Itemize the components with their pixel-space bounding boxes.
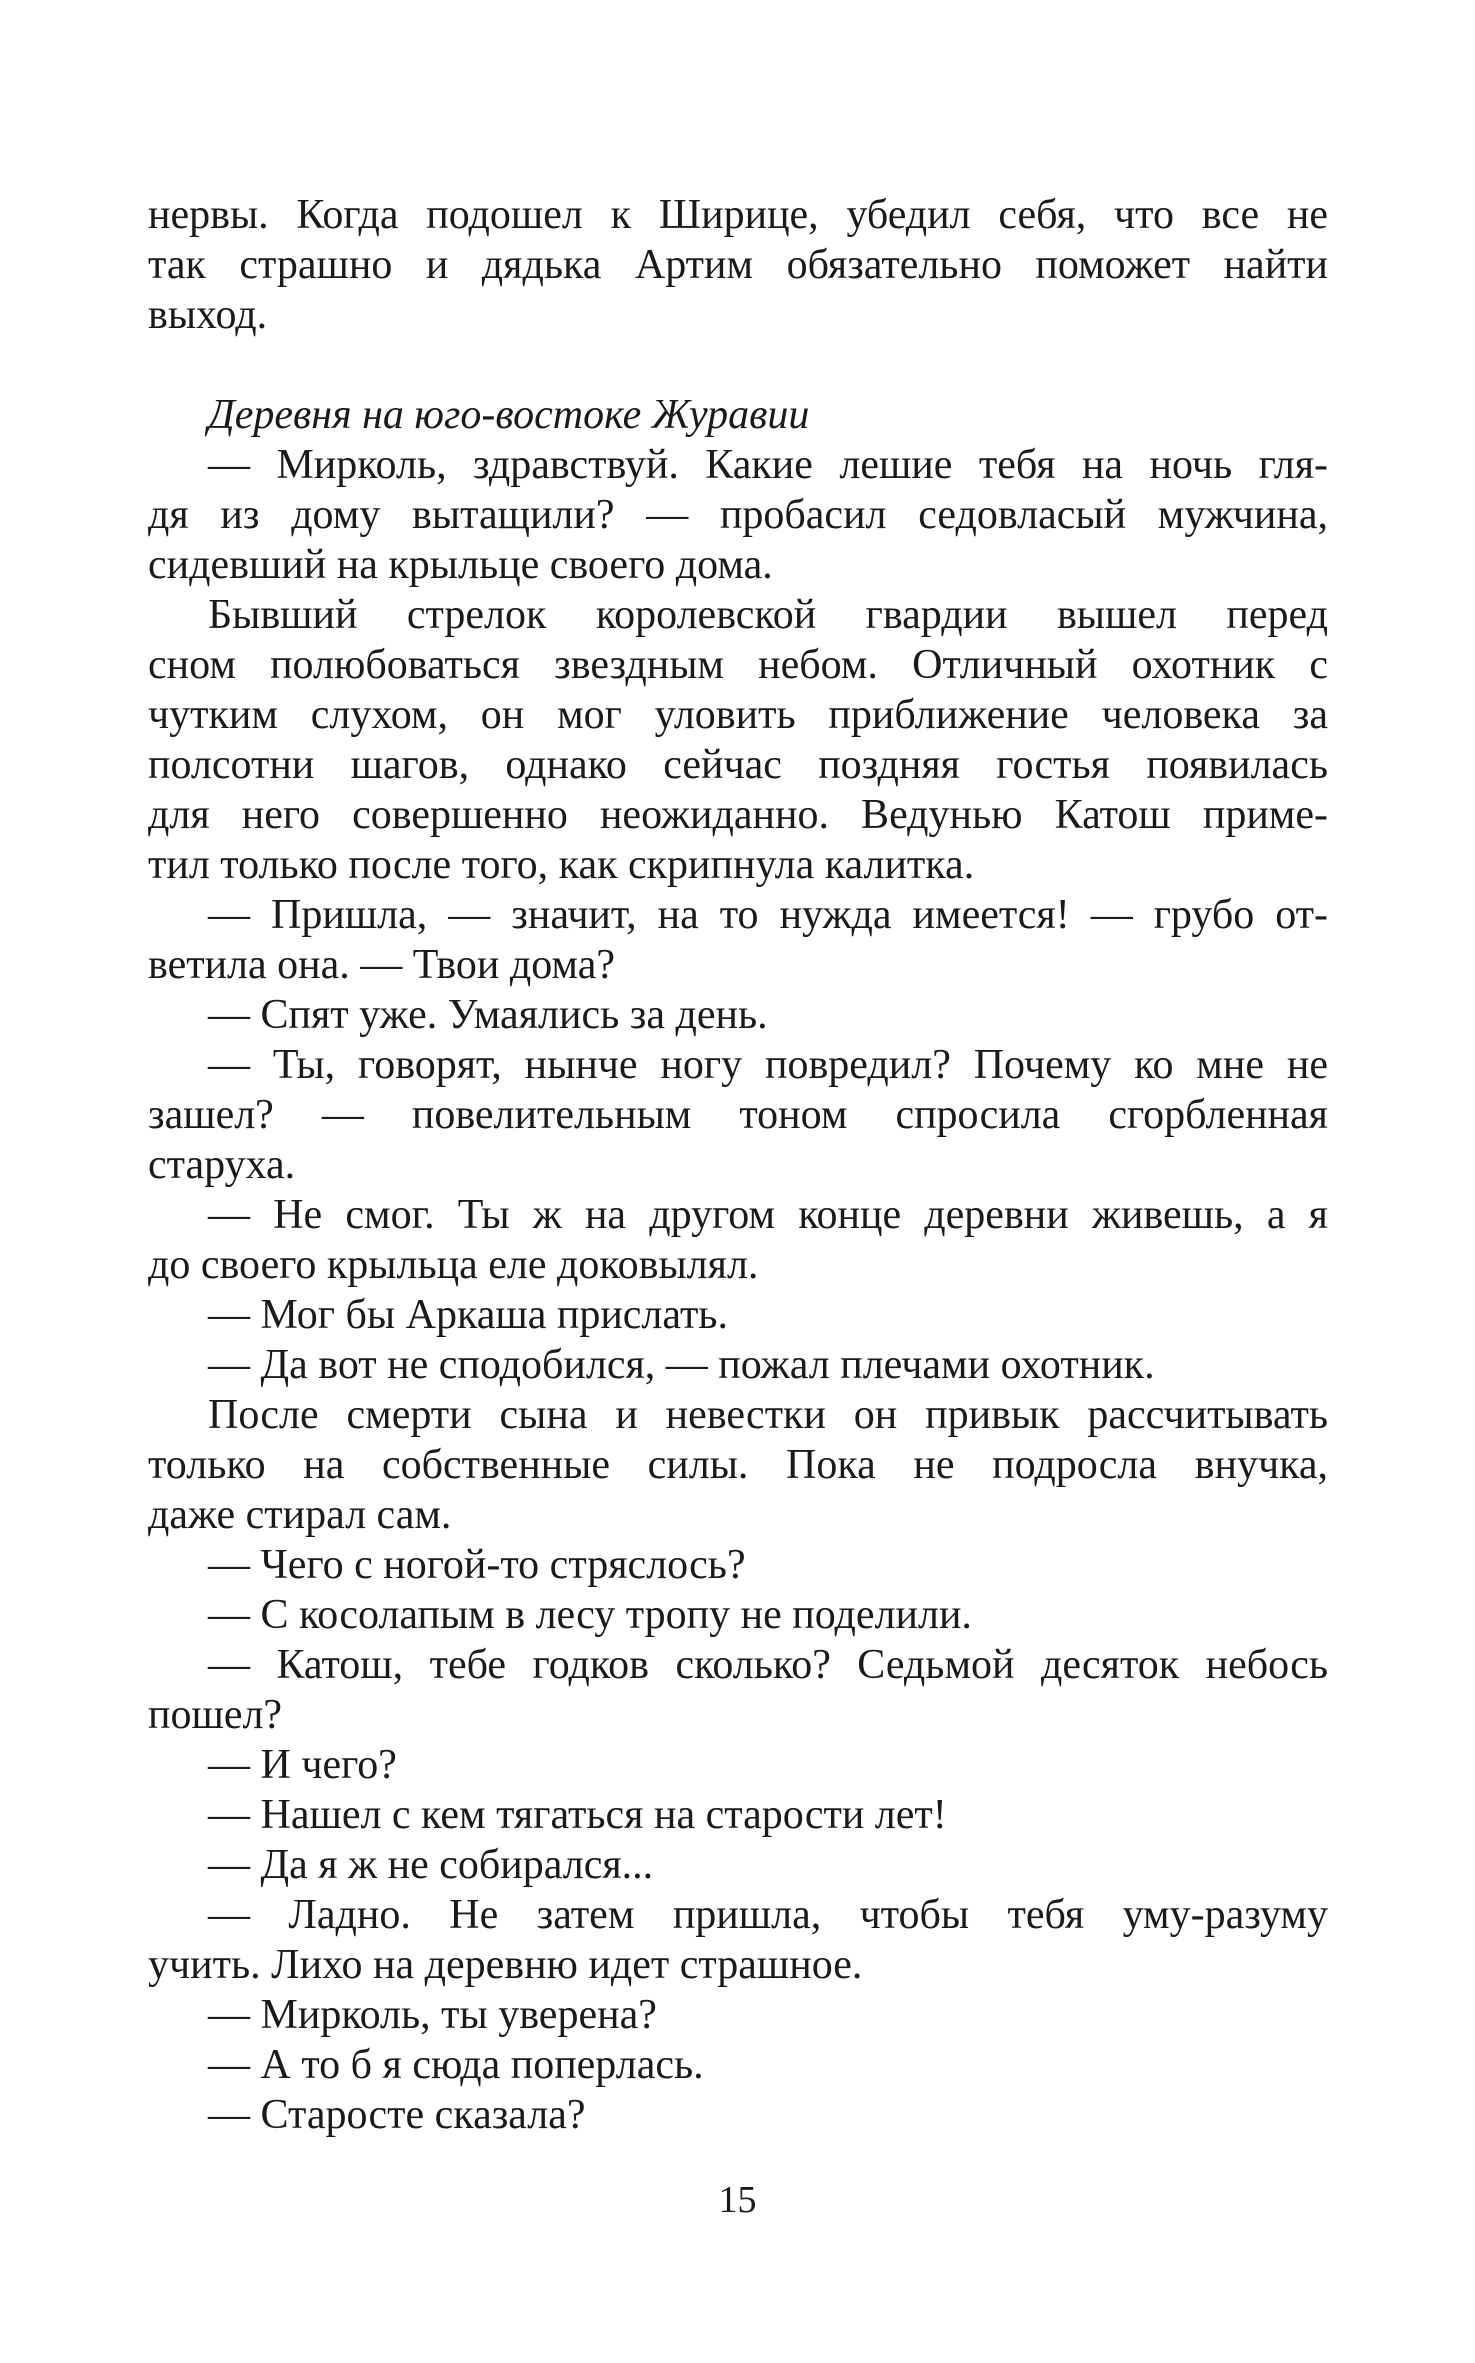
text-line: — С косолапым в лесу тропу не поделили. [208,1592,972,1638]
text-line: — И чего? [208,1742,397,1788]
text-line: — Мирколь, ты уверена? [208,1992,657,2038]
text-line: — Нашел с кем тягаться на старости лет! [208,1792,947,1838]
text-line: дя из дому вытащили? — пробасил седовласый мужчина, [148,492,1328,538]
text-line: пошел? [148,1692,283,1738]
text-line: — Катош, тебе годков сколько? Седьмой десяток небось [208,1642,1328,1688]
text-line: сном полюбоваться звездным небом. Отличный охотник с [148,642,1328,688]
text-line: даже стирал сам. [148,1492,452,1538]
text-line: для него совершенно неожиданно. Ведунью Катош приме- [148,792,1328,838]
text-line: чутким слухом, он мог уловить приближение человека за [148,692,1328,738]
text-line: так страшно и дядька Артим обязательно поможет найти [148,242,1328,288]
text-line: только на собственные силы. Пока не подросла внучка, [148,1442,1328,1488]
text-line: — Спят уже. Умаялись за день. [208,992,768,1038]
text-line: — Ты, говорят, нынче ногу повредил? Почему ко мне не [208,1042,1328,1088]
text-line: — Старосте сказала? [208,2092,586,2138]
text-line: нервы. Когда подошел к Ширице, убедил себя, что все не [148,192,1328,238]
text-line: — Ладно. Не затем пришла, чтобы тебя уму-разуму [208,1892,1328,1938]
text-line: — Да вот не сподобился, — пожал плечами охотник. [208,1342,1155,1388]
text-line: полсотни шагов, однако сейчас поздняя гостья появилась [148,742,1328,788]
text-line: выход. [148,292,268,338]
text-line: — Мог бы Аркаша прислать. [208,1292,728,1338]
page-number: 15 [718,2179,757,2221]
text-line: — А то б я сюда поперлась. [208,2042,704,2088]
text-line: старуха. [148,1142,296,1188]
book-page-text [148,190,1328,2140]
text-line: до своего крыльца еле доковылял. [148,1242,759,1288]
text-line: — Чего с ногой-то стряслось? [208,1542,746,1588]
text-line: — Не смог. Ты ж на другом конце деревни живешь, а я [208,1192,1328,1238]
text-line: После смерти сына и невестки он привык рассчитывать [208,1392,1328,1438]
text-line: учить. Лихо на деревню идет страшное. [148,1942,863,1988]
text-line: — Пришла, — значит, на то нужда имеется! — грубо от- [208,892,1328,938]
text-line: Бывший стрелок королевской гвардии вышел перед [208,592,1328,638]
text-line: тил только после того, как скрипнула калитка. [148,842,975,888]
text-line: зашел? — повелительным тоном спросила сгорбленная [148,1092,1328,1138]
text-line: — Да я ж не собирался... [208,1842,654,1888]
text-line: ветила она. — Твои дома? [148,942,616,988]
text-line: — Мирколь, здравствуй. Какие лешие тебя на ночь гля- [208,442,1328,488]
section-heading: Деревня на юго-востоке Журавии [208,392,810,438]
paragraph-gap [148,340,1328,390]
text-line: сидевший на крыльце своего дома. [148,542,773,588]
